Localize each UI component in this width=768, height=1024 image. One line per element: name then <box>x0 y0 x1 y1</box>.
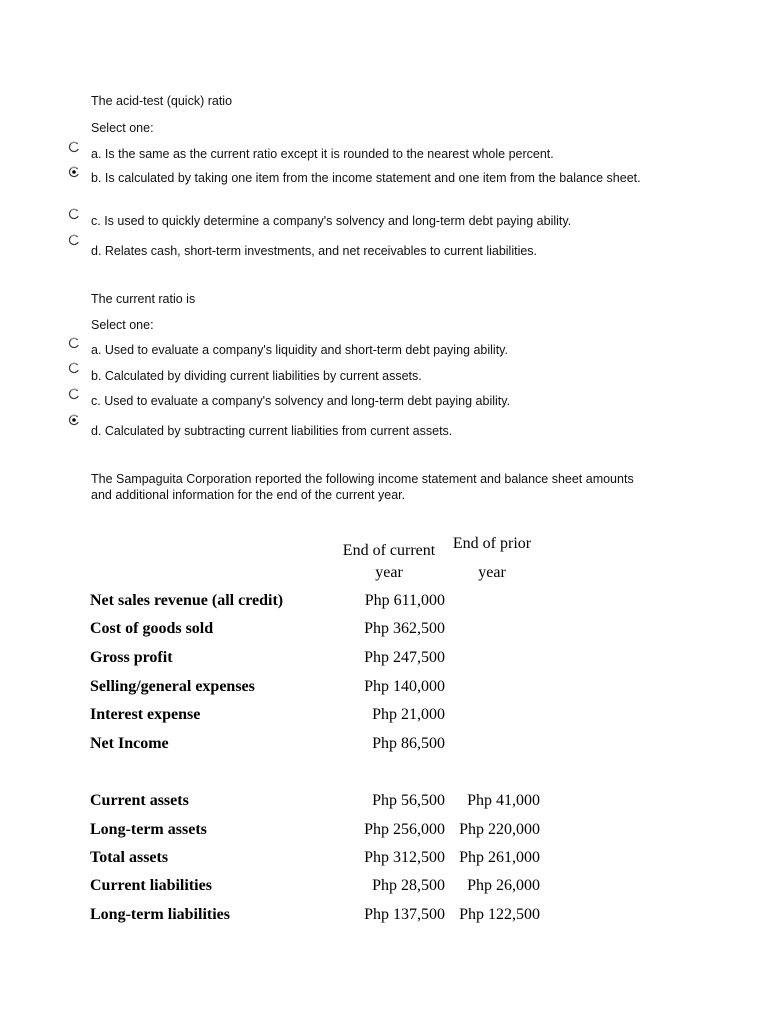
q1-option-a-radio[interactable] <box>68 141 80 153</box>
q2-option-c-label[interactable]: c. Used to evaluate a company's solvency and long-term debt paying ability. <box>91 394 511 408</box>
row-prior-value: Php 220,000 <box>459 821 540 838</box>
case-intro: The Sampaguita Corporation reported the following income statement and balance sheet amounts and additional information for the end of the current year. <box>91 472 634 502</box>
row-current-value: Php 86,500 <box>372 735 445 752</box>
q2-option-a-label[interactable]: a. Used to evaluate a company's liquidity and short-term debt paying ability. <box>91 343 508 357</box>
q1-option-c-radio[interactable] <box>68 208 80 220</box>
row-label: Long-term liabilities <box>90 906 230 923</box>
row-current-value: Php 21,000 <box>372 706 445 723</box>
q1-option-b-radio[interactable] <box>68 166 80 178</box>
question-2-prompt: The current ratio is <box>91 292 196 306</box>
row-label: Selling/general expenses <box>90 678 255 695</box>
row-current-value: Php 247,500 <box>364 649 445 666</box>
q1-option-c-label[interactable]: c. Is used to quickly determine a company's solvency and long-term debt paying ability. <box>91 214 572 228</box>
row-label: Gross profit <box>90 649 173 666</box>
row-current-value: Php 312,500 <box>364 849 445 866</box>
question-2-select-label: Select one: <box>91 318 154 332</box>
header-prior-line2: year <box>478 564 506 581</box>
row-prior-value: Php 122,500 <box>459 906 540 923</box>
question-1-select-label: Select one: <box>91 121 154 135</box>
row-current-value: Php 56,500 <box>372 792 445 809</box>
header-current-line1: End of current <box>342 542 436 559</box>
q1-option-d-radio[interactable] <box>68 234 80 246</box>
q2-option-a-radio[interactable] <box>68 337 80 349</box>
row-current-value: Php 611,000 <box>364 592 445 609</box>
question-1-prompt: The acid-test (quick) ratio <box>91 94 233 108</box>
row-label: Current assets <box>90 792 189 809</box>
q1-option-b-label[interactable]: b. Is calculated by taking one item from the income statement and one item from the balance sheet. <box>91 171 641 185</box>
q2-option-c-radio[interactable] <box>68 388 80 400</box>
row-label: Net Income <box>90 735 169 752</box>
row-current-value: Php 137,500 <box>364 906 445 923</box>
row-label: Net sales revenue (all credit) <box>90 592 284 609</box>
row-prior-value: Php 261,000 <box>459 849 540 866</box>
q1-option-a-label[interactable]: a. Is the same as the current ratio except it is rounded to the nearest whole percent. <box>91 147 554 161</box>
q2-option-b-radio[interactable] <box>68 362 80 374</box>
q1-option-d-label[interactable]: d. Relates cash, short-term investments, and net receivables to current liabilities. <box>91 244 538 258</box>
q2-option-d-radio[interactable] <box>68 414 80 426</box>
row-label: Cost of goods sold <box>90 620 214 637</box>
row-current-value: Php 28,500 <box>372 877 445 894</box>
row-current-value: Php 140,000 <box>364 678 445 695</box>
row-current-value: Php 362,500 <box>364 620 445 637</box>
row-label: Total assets <box>90 849 169 866</box>
row-label: Long-term assets <box>90 821 207 838</box>
row-label: Interest expense <box>90 706 201 723</box>
header-prior-line1: End of prior <box>452 535 532 552</box>
row-prior-value: Php 26,000 <box>467 877 540 894</box>
row-label: Current liabilities <box>90 877 212 894</box>
row-current-value: Php 256,000 <box>364 821 445 838</box>
q2-option-d-label[interactable]: d. Calculated by subtracting current liabilities from current assets. <box>91 424 453 438</box>
q2-option-b-label[interactable]: b. Calculated by dividing current liabilities by current assets. <box>91 369 422 383</box>
row-prior-value: Php 41,000 <box>467 792 540 809</box>
header-current-line2: year <box>375 564 403 581</box>
